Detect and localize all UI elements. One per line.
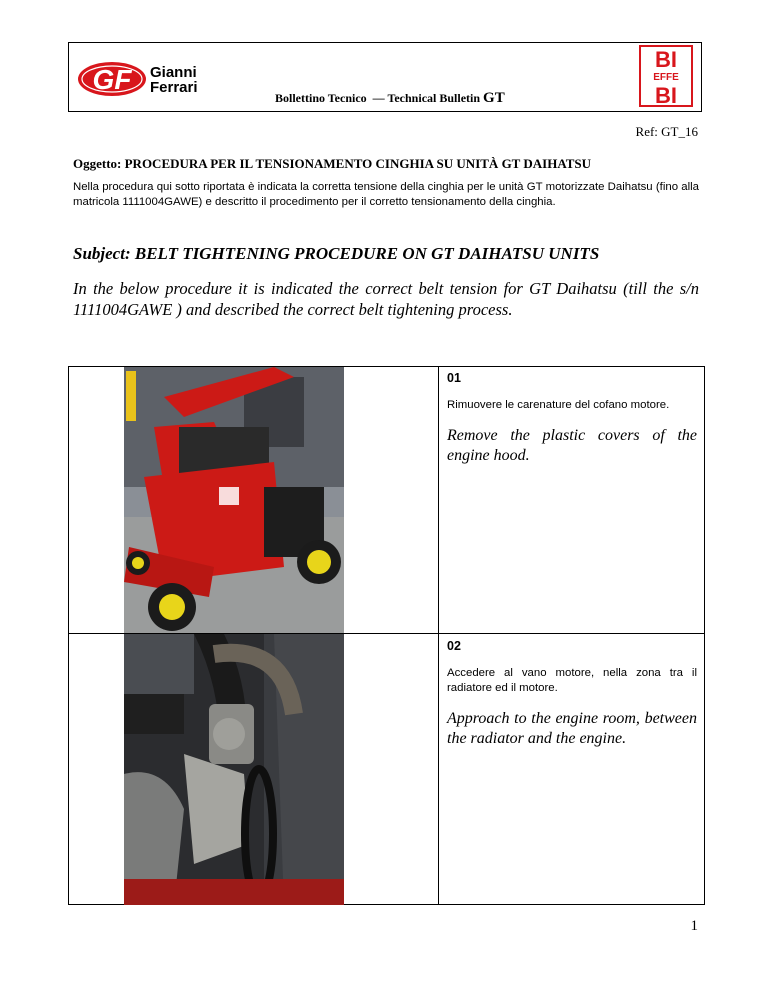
bibi-logo bbox=[639, 45, 693, 107]
step-text-english: Approach to the engine room, between the radiator and the engine. bbox=[447, 710, 697, 747]
gianni-ferrari-logo bbox=[76, 59, 226, 99]
table-divider-vertical bbox=[438, 367, 439, 904]
procedure-table bbox=[68, 366, 705, 905]
page-number: 1 bbox=[690, 918, 698, 934]
step-text-english: Remove the plastic covers of the engine hood. bbox=[447, 427, 697, 464]
svg-text:BI: BI bbox=[655, 83, 677, 107]
svg-text:Gianni: Gianni bbox=[150, 64, 197, 81]
intro-italian: Nella procedura qui sotto riportata è indicata la corretta tensione della cinghia per le unità GT motorizzate Daihatsu (fino alla matricola 1111004GAWE) e descritto il procedimento per il corretto tensionamento della cinghia. bbox=[73, 181, 699, 208]
svg-text:GF: GF bbox=[92, 64, 132, 95]
bulletin-title: Bollettino Tecnico — Technical Bulletin GT bbox=[275, 90, 505, 106]
reference-number: Ref: GT_16 bbox=[635, 124, 698, 139]
svg-text:BI: BI bbox=[655, 47, 677, 72]
svg-text:Ferrari: Ferrari bbox=[150, 79, 198, 96]
step-text-italian: Accedere al vano motore, nella zona tra il radiatore ed il motore. bbox=[447, 667, 697, 694]
step-text-italian: Rimuovere le carenature del cofano motore. bbox=[447, 399, 670, 411]
svg-text:EFFE: EFFE bbox=[653, 72, 679, 83]
header-box bbox=[68, 42, 702, 112]
subject-italian: Oggetto: PROCEDURA PER IL TENSIONAMENTO CINGHIA SU UNITÀ GT DAIHATSU bbox=[73, 156, 592, 171]
step-02 bbox=[447, 639, 697, 749]
step-01 bbox=[447, 371, 697, 466]
engine-room-photo bbox=[124, 634, 344, 905]
step-number: 01 bbox=[447, 371, 461, 385]
step-number: 02 bbox=[447, 639, 461, 653]
subject-english: Subject: BELT TIGHTENING PROCEDURE ON GT DAIHATSU UNITS bbox=[73, 244, 600, 263]
machine-photo bbox=[124, 367, 344, 633]
intro-english: In the below procedure it is indicated the correct belt tension for GT Daihatsu (till the s/n 1111004GAWE ) and described the correct belt tightening process. bbox=[73, 279, 699, 319]
